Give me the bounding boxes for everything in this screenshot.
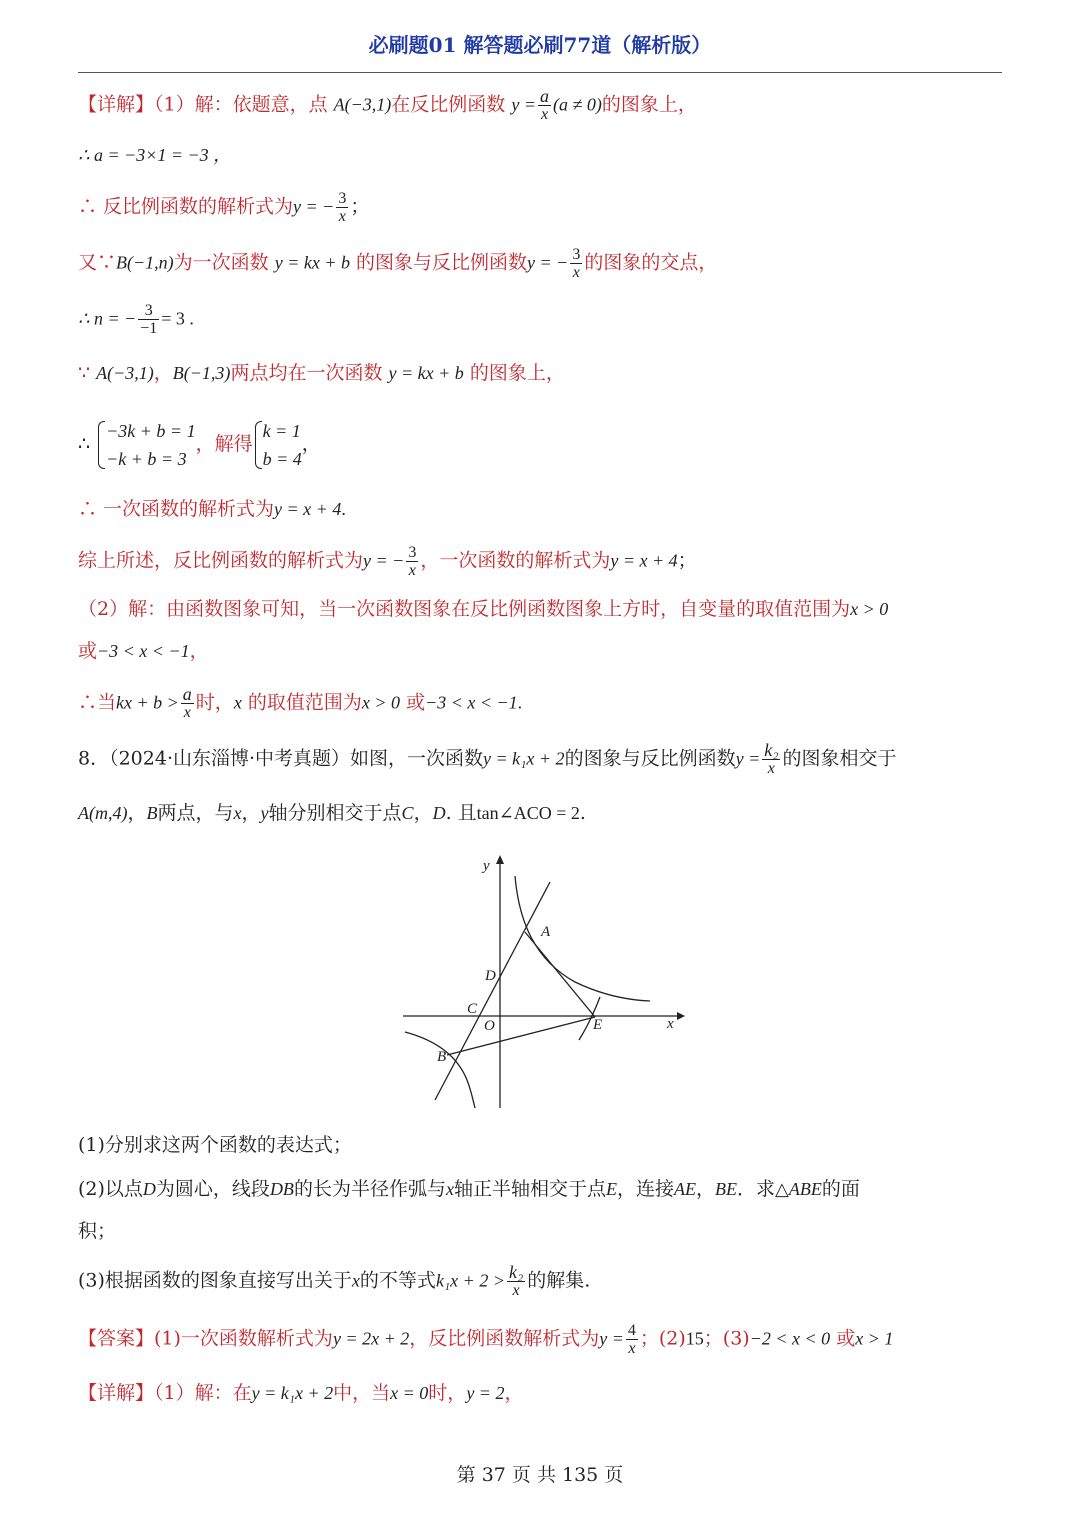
label-c: C — [467, 1001, 478, 1017]
linear-function-line — [435, 882, 550, 1100]
detail-tag: 【详解】 — [78, 93, 155, 116]
x-axis-arrow — [677, 1012, 685, 1020]
label-a: A — [541, 924, 551, 940]
solution-line-8: ∴ 一次函数的解析式为y = x + 4. — [78, 498, 346, 520]
solution-system: k = 1 b = 4 — [253, 417, 302, 473]
solution-line-7: ∴ −3k + b = 1 −k + b = 3 ，解得 k = 1 b = 4 ， — [78, 414, 1010, 474]
y-axis-arrow — [496, 855, 504, 864]
fraction: $\frac{3}{x}$ — [408, 544, 417, 579]
label-x: x — [667, 1016, 674, 1032]
page-footer — [0, 1460, 1080, 1487]
fraction: $\frac{3}{-1}$ — [140, 302, 158, 337]
fraction: $\frac{\text{k₂}}{x}$ — [508, 1262, 524, 1299]
hyperbola-branch-upper — [515, 876, 650, 1001]
page-header — [78, 30, 1002, 73]
solution-line-5: ∴ n = − $\frac{3}{-1}$ = 3 . — [78, 302, 194, 337]
answer-line: 【答案】(1)一次函数解析式为y = 2x + 2，反比例函数解析式为y = $\frac{4}{x}$ ；(2)15；(3)−2 < x < 0 或x > 1 — [78, 1322, 894, 1357]
question-8-line-2: A(m,4)，B两点，与x，y轴分别相交于点C，D. 且tan∠ACO = 2. — [78, 802, 586, 824]
page-number: 第 37 页 共 135 页 — [456, 1464, 624, 1486]
solution-line-12: ∴当kx + b > $\frac{a}{x}$ 时，x 的取值范围为x > 0 或−3 < x < −1. — [78, 684, 523, 721]
answer-tag: 【答案】 — [78, 1327, 155, 1350]
solution-line-10: （2）解：由函数图象可知，当一次函数图象在反比例函数图象上方时，自变量的取值范围为x > 0 — [78, 598, 889, 620]
solution-line-3: ∴ 反比例函数的解析式为y = − $\frac{3}{x}$ ； — [78, 190, 370, 225]
solution-line-6: ∵ A(−3,1)，B(−1,3)两点均在一次函数 y = kx + b 的图象上， — [78, 362, 565, 384]
subquestion-1: (1)分别求这两个函数的表达式； — [78, 1134, 352, 1156]
detail-line-2: 【详解】（1）解：在y = k₁x + 2中，当x = 0时，y = 2， — [78, 1382, 524, 1404]
label-d: D — [485, 968, 496, 984]
solution-line-1: 【详解】（1）解：依题意，点 A(−3,1)在反比例函数 y = $\frac{a}{x}$ (a ≠ 0)的图象上， — [78, 86, 697, 123]
solution-line-9: 综上所述，反比例函数的解析式为y = − $\frac{3}{x}$ ，一次函数的解析式为y = x + 4； — [78, 544, 697, 579]
equation-system: −3k + b = 1 −k + b = 3 — [96, 417, 195, 473]
fraction: $\frac{a}{x}$ — [182, 684, 192, 721]
solution-line-2: ∴ a = −3×1 = −3 ， — [78, 145, 232, 165]
subquestion-2-cont: 积； — [78, 1220, 117, 1242]
detail-tag-2: 【详解】 — [78, 1382, 155, 1404]
subquestion-2: (2)以点D为圆心，线段DB的长为半径作弧与x轴正半轴相交于点E，连接AE，BE．求△ABE的面 — [78, 1178, 860, 1200]
label-y: y — [483, 858, 490, 874]
label-e: E — [593, 1017, 603, 1033]
subquestion-3: (3)根据函数的图象直接写出关于x的不等式k₁x + 2 > $\frac{\text{k₂}}{x}$ 的解集. — [78, 1262, 591, 1299]
segment-ae — [525, 932, 595, 1017]
function-graph-figure — [395, 850, 695, 1115]
solution-line-4: 又∵B(−1,n)为一次函数 y = kx + b 的图象与反比例函数y = − $\frac{3}{x}$ 的图象的交点， — [78, 246, 718, 281]
header-title: 必刷题01 解答题必刷77道（解析版） — [368, 33, 712, 57]
label-o: O — [484, 1018, 495, 1034]
solution-line-11: 或−3 < x < −1， — [78, 640, 209, 662]
fraction: $\frac{a}{x}$ — [540, 86, 549, 123]
fraction: $\frac{\text{k₂}}{x}$ — [764, 740, 779, 777]
fraction: $\frac{4}{x}$ — [627, 1322, 636, 1357]
question-8-line-1: 8．（2024·山东淄博·中考真题）如图，一次函数y = k₁x + 2的图象与反比例函数y = $\frac{\text{k₂}}{x}$ 的图象相交于 — [78, 740, 897, 777]
label-b: B — [437, 1049, 447, 1065]
fraction: $\frac{3}{x}$ — [572, 246, 581, 281]
fraction: $\frac{3}{x}$ — [338, 190, 347, 225]
